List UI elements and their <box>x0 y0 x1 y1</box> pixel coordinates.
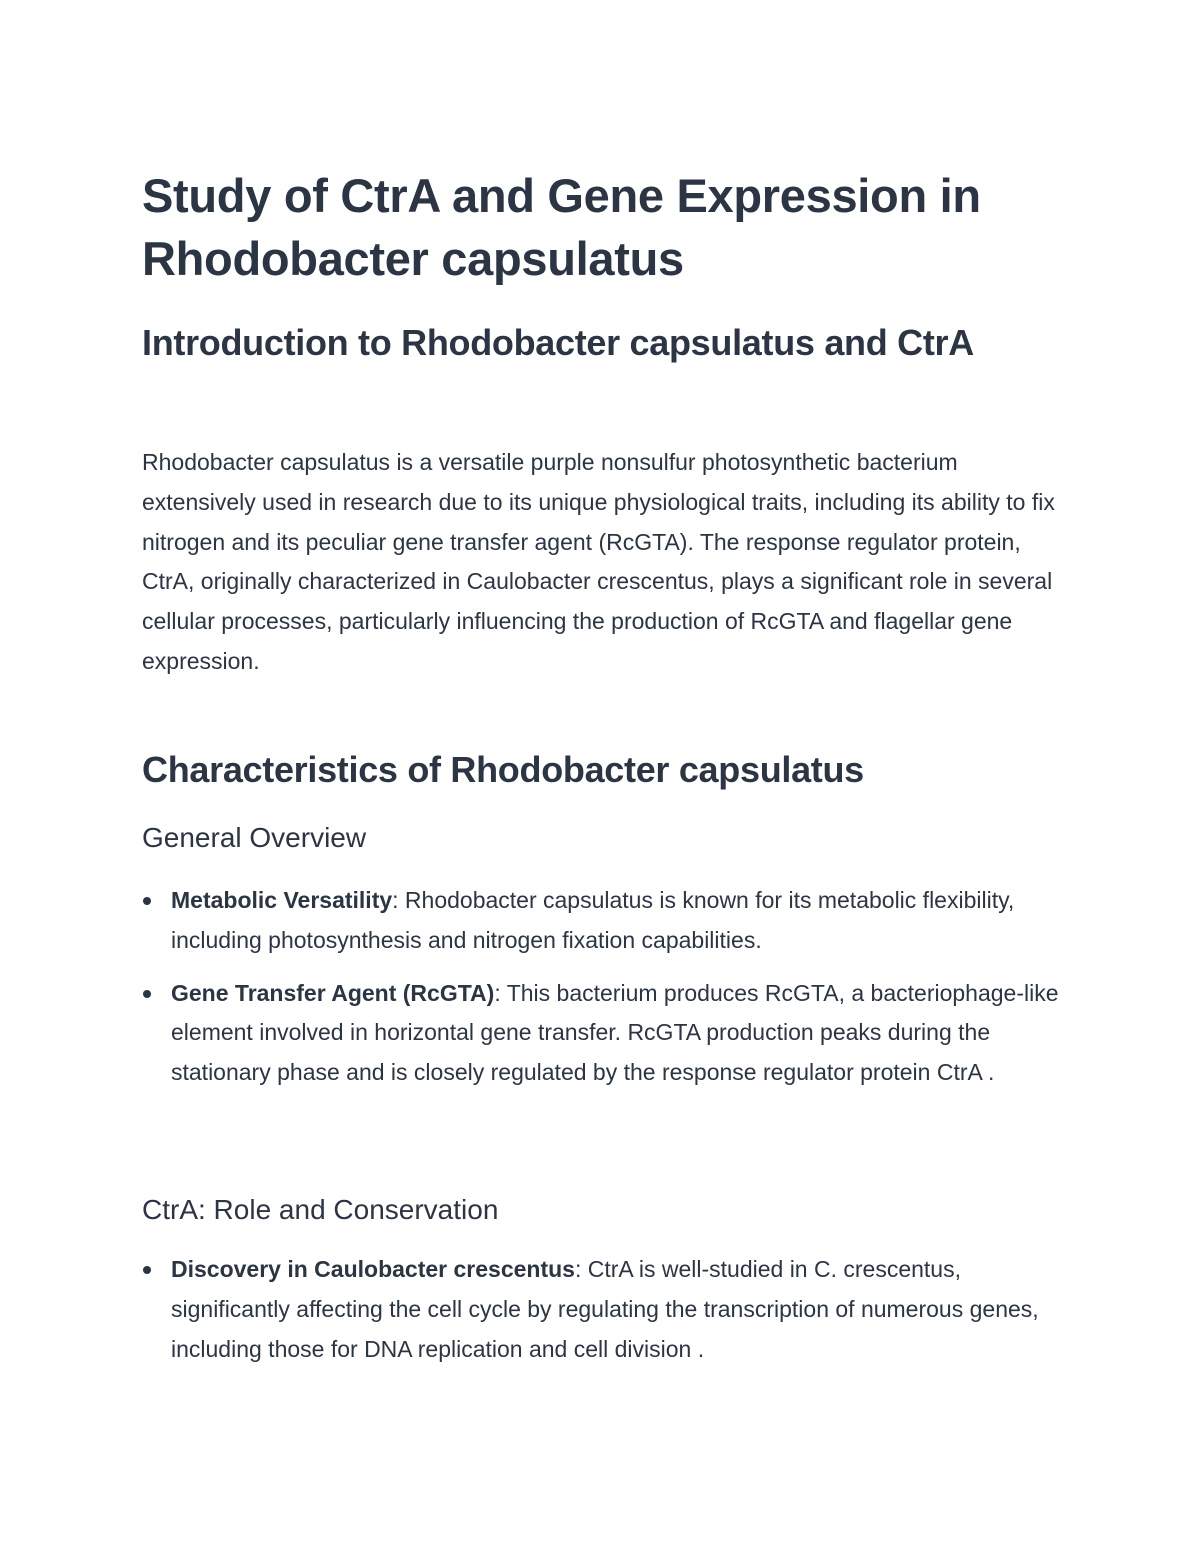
list-item-text: : Rhodobacter capsulatus is known for its metabolic flexibility, including photosynthesis and nitrogen fixation capabilities. <box>171 887 1015 953</box>
general-overview-list <box>142 881 1062 1093</box>
list-item-text: : This bacterium produces RcGTA, a bacteriophage-like element involved in horizontal gene transfer. RcGTA production peaks during the stationary phase and is closely regulated by the response regulator protein CtrA . <box>171 979 1059 1086</box>
subsection-heading-ctra-role: CtrA: Role and Conservation <box>142 1194 499 1225</box>
list-item <box>142 881 1062 961</box>
list-item-text: : CtrA is well-studied in C. crescentus, significantly affecting the cell cycle by regulating the transcription of numerous genes, including those for DNA replication and cell division . <box>171 1256 1039 1362</box>
list-item-term: Metabolic Versatility <box>171 887 393 913</box>
list-item-term: Gene Transfer Agent (RcGTA) <box>171 979 495 1006</box>
section-heading-characteristics: Characteristics of Rhodobacter capsulatus <box>142 749 864 790</box>
ctra-role-list <box>142 1250 1062 1369</box>
bullet-icon <box>143 1266 151 1274</box>
introduction-paragraph: Rhodobacter capsulatus is a versatile purple nonsulfur photosynthetic bacterium extensively used in research due to its unique physiological traits, including its ability to fix nitrogen and its peculiar gene transfer agent (RcGTA). The response regulator protein, CtrA, originally characterized in Caulobacter crescentus, plays a significant role in several cellular processes, particularly influencing the production of RcGTA and flagellar gene expression. <box>142 449 1055 674</box>
section-heading-introduction: Introduction to Rhodobacter capsulatus and CtrA <box>142 322 974 363</box>
list-item <box>142 974 1062 1093</box>
document-title: Study of CtrA and Gene Expression in Rhodobacter capsulatus <box>142 169 981 285</box>
subsection-heading-general-overview: General Overview <box>142 822 367 853</box>
list-item <box>142 1250 1062 1369</box>
bullet-icon <box>143 897 151 905</box>
list-item-term: Discovery in Caulobacter crescentus <box>171 1256 575 1282</box>
bullet-icon <box>143 990 151 998</box>
